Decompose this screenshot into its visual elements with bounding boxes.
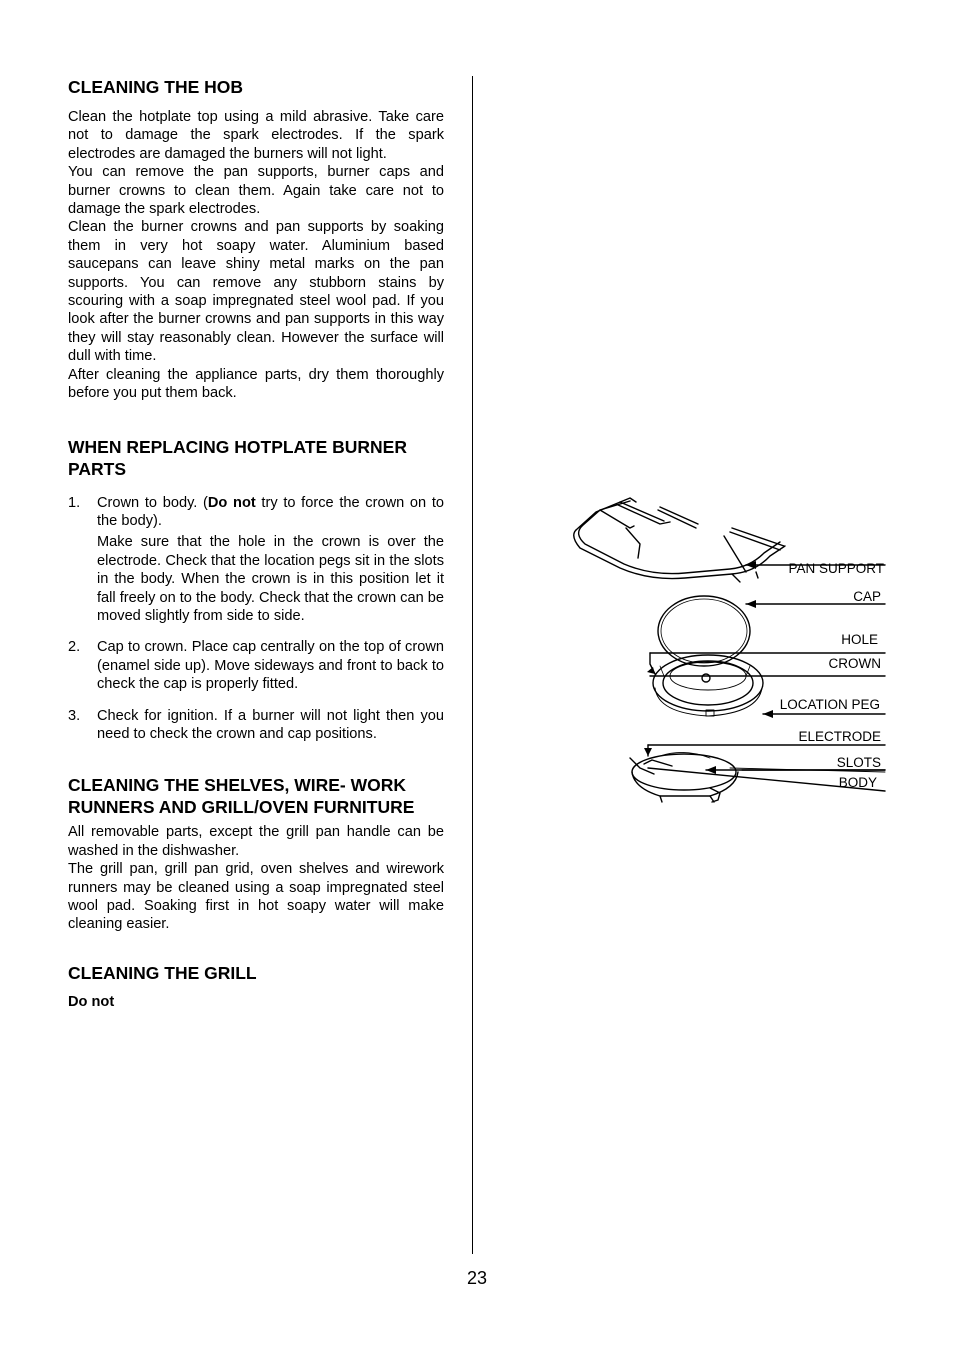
step-text: Cap to crown. Place cap centrally on the top of crown (enamel side up). Move sideways and front to back to check the cap is properly fitted. bbox=[97, 639, 444, 693]
hob-paragraph: Clean the hotplate top using a mild abrasive. Take care not to damage the spark electrodes. If the spark electrodes are damaged the burners will not light. bbox=[68, 109, 444, 162]
step-text: Crown to body. (Do not try to force the crown on to the body). bbox=[97, 494, 445, 529]
list-item bbox=[68, 638, 444, 693]
burner-parts-diagram bbox=[560, 488, 890, 818]
label-slots: SLOTS bbox=[836, 755, 881, 770]
label-body: BODY bbox=[838, 775, 877, 790]
body-drawing bbox=[630, 752, 738, 802]
arrow-icon bbox=[746, 600, 756, 608]
heading-cleaning-shelves: CLEANING THE SHELVES, WIRE- WORK RUNNERS AND GRILL/OVEN FURNITURE bbox=[68, 775, 415, 818]
arrow-icon bbox=[763, 710, 773, 718]
label-pan-support: PAN SUPPORT bbox=[788, 561, 884, 576]
step-detail: Make sure that the hole in the crown is over the electrode. Check that the location pegs sit in the slots in the body. When the crown is in this position let it fall freely on to the body. Check that the crown can be moved slightly from side to side. bbox=[97, 534, 444, 624]
step-text: Check for ignition. If a burner will not light then you need to check the crown and cap positions. bbox=[97, 707, 444, 742]
heading-replacing-burner-parts: WHEN REPLACING HOTPLATE BURNER PARTS bbox=[68, 436, 407, 479]
page-number: 23 bbox=[466, 1268, 488, 1288]
list-item bbox=[68, 707, 444, 744]
crown-drawing bbox=[653, 655, 763, 716]
heading-cleaning-grill: CLEANING THE GRILL bbox=[68, 962, 257, 983]
shelves-paragraph: All removable parts, except the grill pan handle can be washed in the dishwasher. bbox=[68, 824, 444, 859]
list-item bbox=[68, 494, 444, 626]
label-location-peg: LOCATION PEG bbox=[779, 697, 880, 712]
do-not-emphasis: Do not bbox=[207, 494, 256, 511]
arrow-icon bbox=[706, 766, 716, 774]
step-number: 1. bbox=[68, 494, 81, 511]
text-column bbox=[68, 76, 444, 1011]
shelves-paragraph: The grill pan, grill pan grid, oven shelves and wirework runners may be cleaned using a soap impregnated steel wool pad. Soaking first in hot soapy water will make cleaning easier. bbox=[68, 861, 444, 933]
replacing-steps-list bbox=[68, 494, 444, 744]
label-hole: HOLE bbox=[841, 632, 878, 647]
label-crown: CROWN bbox=[828, 656, 881, 671]
hob-paragraph: You can remove the pan supports, burner caps and burner crowns to clean them. Again take care not to damage the spark electrodes. bbox=[68, 164, 444, 218]
hob-paragraph: After cleaning the appliance parts, dry them thoroughly before you put them back. bbox=[68, 366, 444, 402]
pan-support-drawing bbox=[574, 498, 785, 582]
step-number: 3. bbox=[68, 707, 81, 724]
burner-exploded-view bbox=[560, 488, 890, 818]
hob-paragraph: Clean the burner crowns and pan supports by soaking them in very hot soapy water. Aluminium based saucepans can leave shiny metal marks on the pan supports. You can remove any stubborn stains by scouring with a soap impregnated steel wool pad. If you look after the burner crowns and pan supports in this way they will stay reasonably clean. However the surface will dull with time. bbox=[68, 219, 444, 365]
arrow-icon bbox=[644, 748, 652, 756]
arrow-icon bbox=[647, 667, 655, 674]
step-number: 2. bbox=[68, 639, 81, 656]
column-divider bbox=[472, 76, 473, 1254]
label-electrode: ELECTRODE bbox=[798, 729, 881, 744]
heading-cleaning-hob: CLEANING THE HOB bbox=[68, 77, 243, 97]
label-cap: CAP bbox=[853, 589, 881, 604]
grill-do-not: Do not bbox=[68, 993, 115, 1010]
